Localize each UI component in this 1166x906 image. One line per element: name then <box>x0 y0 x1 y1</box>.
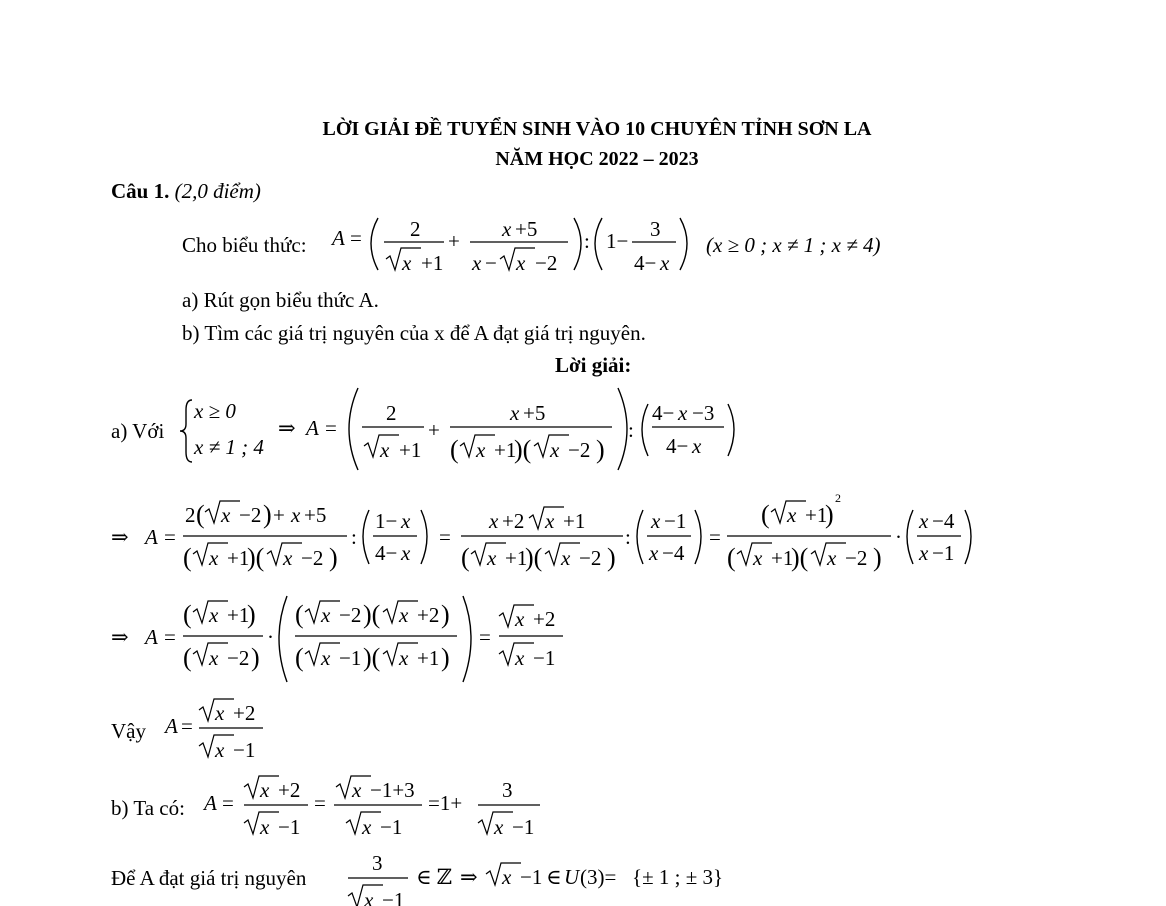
svg-text:): ) <box>825 500 834 529</box>
svg-text:x: x <box>401 541 411 565</box>
svg-text:+1: +1 <box>805 503 828 527</box>
svg-text:(: ( <box>450 435 459 464</box>
svg-text:x: x <box>510 401 520 425</box>
svg-text:(: ( <box>461 543 470 572</box>
svg-text:x: x <box>364 888 374 906</box>
question-header <box>111 178 261 204</box>
svg-text:{± 1 ; ± 3}: {± 1 ; ± 3} <box>632 865 724 889</box>
svg-text:x: x <box>827 546 837 570</box>
svg-text:+1: +1 <box>417 646 440 670</box>
svg-text::: : <box>351 525 357 549</box>
svg-text:+2: +2 <box>278 778 301 802</box>
svg-text:x: x <box>545 509 555 533</box>
svg-text:x: x <box>516 251 526 275</box>
conclusion-label: Vậy <box>111 719 146 743</box>
svg-text:⇒: ⇒ <box>111 625 129 649</box>
svg-text:−1+3: −1+3 <box>370 778 415 802</box>
solution-a-step3 <box>111 592 571 686</box>
svg-text:+1: +1 <box>227 603 250 627</box>
svg-text:x: x <box>494 815 504 839</box>
svg-text:U: U <box>564 865 580 889</box>
svg-text:+2: +2 <box>502 509 525 533</box>
svg-text:A: A <box>145 625 158 649</box>
svg-text:+2: +2 <box>233 701 256 725</box>
document-title-line2: NĂM HỌC 2022 – 2023 <box>495 148 699 170</box>
expression-A-definition <box>332 208 712 278</box>
solution-b-condition-text: Để A đạt giá trị nguyên <box>111 866 307 890</box>
svg-text:x: x <box>399 646 409 670</box>
svg-text:x: x <box>401 509 411 533</box>
svg-text:=: = <box>439 525 451 549</box>
document-title-line1: LỜI GIẢI ĐỀ TUYỂN SINH VÀO 10 CHUYÊN TỈNH SƠN LA <box>322 118 872 140</box>
svg-text:x: x <box>502 865 512 889</box>
svg-text:(: ( <box>183 600 192 629</box>
svg-text:−2: −2 <box>239 503 262 527</box>
svg-text:x: x <box>561 546 571 570</box>
svg-text:−2: −2 <box>845 546 868 570</box>
svg-text:x: x <box>476 438 486 462</box>
svg-text:+1: +1 <box>494 438 517 462</box>
svg-text:)(: )( <box>791 543 809 572</box>
svg-text:x: x <box>550 438 560 462</box>
svg-text:(: ( <box>295 600 304 629</box>
svg-text:⇒: ⇒ <box>111 525 129 549</box>
svg-text:(3)=: (3)= <box>580 865 617 889</box>
svg-text:): ) <box>873 543 882 572</box>
svg-text:−1: −1 <box>533 646 556 670</box>
svg-text:): ) <box>607 543 616 572</box>
svg-text:−1: −1 <box>512 815 535 839</box>
domain-condition: (x ≥ 0 ; x ≠ 1 ; x ≠ 4) <box>706 233 881 257</box>
svg-text:+1: +1 <box>421 251 444 275</box>
svg-text:x: x <box>787 503 797 527</box>
svg-text:): ) <box>441 600 450 629</box>
svg-text:−4: −4 <box>932 509 955 533</box>
svg-text:): ) <box>441 643 450 672</box>
svg-text:(: ( <box>727 543 736 572</box>
svg-text:): ) <box>263 500 272 529</box>
svg-text:−2: −2 <box>301 546 324 570</box>
svg-text:(: ( <box>183 643 192 672</box>
svg-text:−1: −1 <box>233 738 256 762</box>
svg-text:x: x <box>692 434 702 458</box>
svg-text:+5: +5 <box>304 503 327 527</box>
svg-text:x: x <box>660 251 670 275</box>
svg-text:−4: −4 <box>662 541 685 565</box>
svg-text:4−: 4− <box>652 401 675 425</box>
svg-text:−1: −1 <box>380 815 403 839</box>
svg-text:=: = <box>222 791 234 815</box>
svg-text:·: · <box>267 625 274 649</box>
svg-text:2: 2 <box>835 491 841 505</box>
svg-text:+1: +1 <box>563 509 586 533</box>
svg-text:+: + <box>428 418 440 442</box>
svg-text:x: x <box>209 546 219 570</box>
svg-text:3: 3 <box>650 217 661 241</box>
svg-text:+: + <box>448 229 460 253</box>
svg-text:4−: 4− <box>666 434 689 458</box>
svg-text:x: x <box>515 607 525 631</box>
svg-text:(: ( <box>761 500 770 529</box>
svg-text:)(: )( <box>514 435 532 464</box>
svg-text:)(: )( <box>525 543 543 572</box>
svg-text:(: ( <box>183 543 192 572</box>
svg-text:x: x <box>487 546 497 570</box>
svg-text:=: = <box>709 525 721 549</box>
part-b-prompt: b) Tìm các giá trị nguyên của x để A đạt giá trị nguyên. <box>182 321 646 345</box>
svg-text:)(: )( <box>247 543 265 572</box>
svg-text::: : <box>584 229 590 253</box>
part-a-prompt: a) Rút gọn biểu thức A. <box>182 288 379 312</box>
svg-text:=: = <box>325 416 337 440</box>
svg-text:−1: −1 <box>278 815 301 839</box>
solution-b-step2 <box>342 846 762 906</box>
svg-text:A: A <box>306 416 319 440</box>
svg-text:x: x <box>678 401 688 425</box>
svg-text:A: A <box>145 525 158 549</box>
svg-text:+1: +1 <box>771 546 794 570</box>
svg-text:)(: )( <box>363 600 381 629</box>
svg-text:−1: −1 <box>664 509 687 533</box>
svg-text:∈: ∈ <box>546 865 562 889</box>
svg-text:x: x <box>649 541 659 565</box>
svg-text:x: x <box>283 546 293 570</box>
svg-text:=: = <box>479 625 491 649</box>
svg-text:): ) <box>247 600 256 629</box>
solution-b-step1 <box>204 773 544 843</box>
svg-text:−1: −1 <box>932 541 955 565</box>
svg-text:x: x <box>209 603 219 627</box>
svg-text:(: ( <box>196 500 205 529</box>
svg-text:3: 3 <box>502 778 513 802</box>
svg-text:∈ ℤ: ∈ ℤ <box>416 865 453 889</box>
svg-text:A: A <box>204 791 217 815</box>
svg-text:3: 3 <box>372 851 383 875</box>
solution-a-step2 <box>111 490 981 582</box>
svg-text:x: x <box>260 778 270 802</box>
svg-text:−2: −2 <box>579 546 602 570</box>
svg-text:x: x <box>919 509 929 533</box>
svg-text:x: x <box>321 646 331 670</box>
svg-text:−2: −2 <box>339 603 362 627</box>
svg-text:+5: +5 <box>523 401 546 425</box>
svg-text:=: = <box>164 525 176 549</box>
svg-text:−3: −3 <box>692 401 715 425</box>
svg-text:4−: 4− <box>634 251 657 275</box>
svg-text:2: 2 <box>410 217 421 241</box>
svg-text:=: = <box>164 625 176 649</box>
svg-text:(: ( <box>295 643 304 672</box>
question-label: Câu 1. <box>111 179 170 203</box>
svg-text:+5: +5 <box>515 217 538 241</box>
svg-text:x: x <box>919 541 929 565</box>
svg-text:x: x <box>489 509 499 533</box>
svg-text:x: x <box>291 503 301 527</box>
svg-text:−2: −2 <box>227 646 250 670</box>
svg-text:−1: −1 <box>520 865 543 889</box>
svg-text:x: x <box>215 701 225 725</box>
svg-text:x: x <box>221 503 231 527</box>
svg-text:x: x <box>352 778 362 802</box>
svg-text:x: x <box>362 815 372 839</box>
svg-text:x: x <box>380 438 390 462</box>
svg-text:=: = <box>350 226 362 250</box>
svg-text:x: x <box>472 251 482 275</box>
conclusion-A-result <box>165 696 275 766</box>
svg-text:x: x <box>321 603 331 627</box>
svg-text:)(: )( <box>363 643 381 672</box>
svg-text:1−: 1− <box>606 229 629 253</box>
svg-text:+1: +1 <box>505 546 528 570</box>
svg-text:x: x <box>215 738 225 762</box>
svg-text:x: x <box>260 815 270 839</box>
question-prompt: Cho biểu thức: <box>182 233 307 257</box>
svg-text:−1: −1 <box>339 646 362 670</box>
svg-text:−: − <box>485 251 497 275</box>
svg-text:A: A <box>165 714 178 738</box>
svg-text:x: x <box>502 217 512 241</box>
svg-text:−1: −1 <box>382 888 405 906</box>
question-points: (2,0 điểm) <box>174 179 261 203</box>
svg-text:2: 2 <box>386 401 397 425</box>
system-line-1: x ≥ 0 <box>194 399 236 423</box>
svg-text:A: A <box>332 226 345 250</box>
svg-text:4−: 4− <box>375 541 398 565</box>
svg-text::: : <box>628 418 634 442</box>
svg-text:−2: −2 <box>568 438 591 462</box>
svg-text:·: · <box>895 525 902 549</box>
svg-text:x: x <box>209 646 219 670</box>
solution-heading: Lời giải: <box>555 353 632 377</box>
solution-a-step1 <box>278 384 748 474</box>
svg-text:+1: +1 <box>399 438 422 462</box>
svg-text:x: x <box>402 251 412 275</box>
svg-text:1−: 1− <box>375 509 398 533</box>
svg-text:): ) <box>329 543 338 572</box>
svg-text:+1: +1 <box>227 546 250 570</box>
svg-text:x: x <box>515 646 525 670</box>
system-line-2: x ≠ 1 ; 4 <box>194 435 264 459</box>
svg-text:=: = <box>181 714 193 738</box>
svg-text:x: x <box>753 546 763 570</box>
svg-text:): ) <box>251 643 260 672</box>
svg-text:⇒: ⇒ <box>278 416 296 440</box>
svg-text:⇒: ⇒ <box>460 865 478 889</box>
solution-b-intro: b) Ta có: <box>111 796 185 820</box>
svg-text:+2: +2 <box>417 603 440 627</box>
svg-text:2: 2 <box>185 503 196 527</box>
svg-text:x: x <box>651 509 661 533</box>
svg-text:=1+: =1+ <box>428 791 463 815</box>
svg-text::: : <box>625 525 631 549</box>
svg-text:=: = <box>314 791 326 815</box>
svg-text:+: + <box>273 503 285 527</box>
svg-text:): ) <box>596 435 605 464</box>
svg-text:x: x <box>399 603 409 627</box>
solution-a-intro: a) Với <box>111 419 165 443</box>
svg-text:+2: +2 <box>533 607 556 631</box>
svg-text:−2: −2 <box>535 251 558 275</box>
